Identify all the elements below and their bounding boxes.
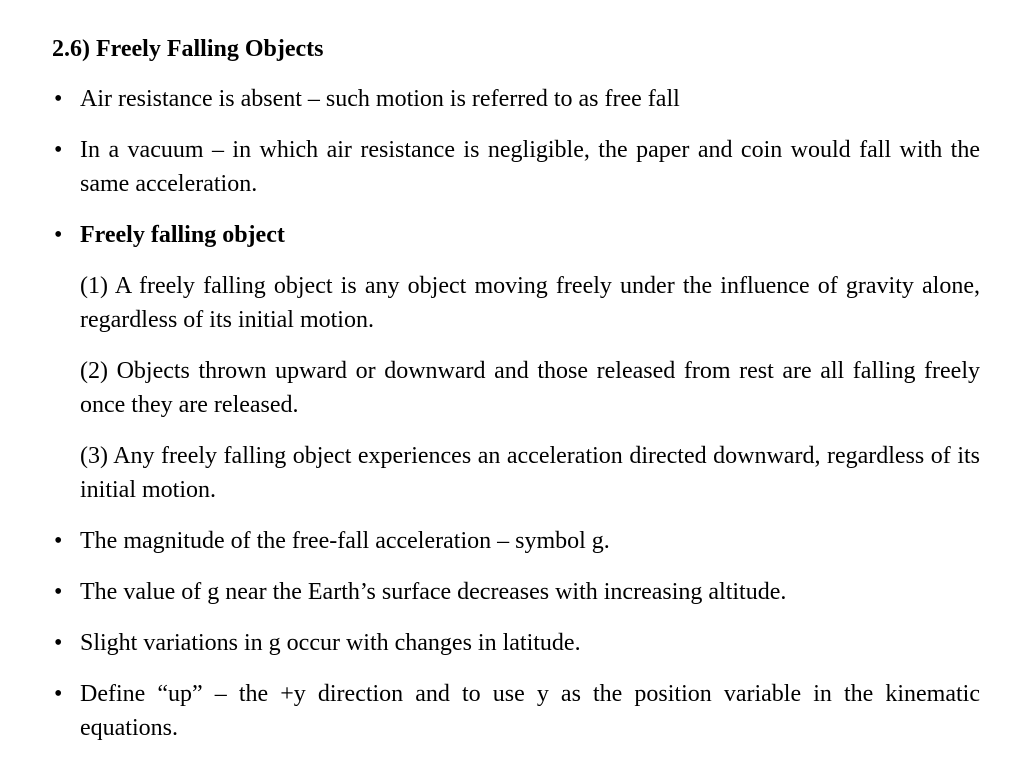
list-item-heading [52, 218, 980, 252]
list-item [52, 524, 980, 558]
sub-item: (3) Any freely falling object experiences an acceleration directed downward, regardless of its initial motion. [80, 443, 980, 503]
sub-item: (2) Objects thrown upward or downward and those released from rest are all falling freely once they are released. [80, 358, 980, 418]
bullet-icon: • [54, 222, 63, 248]
list-item [52, 575, 980, 609]
list-item-text: In a vacuum – in which air resistance is negligible, the paper and coin would fall with the same acceleration. [80, 137, 980, 197]
list-item [52, 677, 980, 745]
bullet-icon: • [54, 630, 63, 656]
bullet-icon: • [54, 681, 63, 707]
bullet-icon: • [54, 528, 63, 554]
document-page [52, 32, 980, 762]
list-item [52, 82, 980, 116]
list-item-text: The magnitude of the free-fall acceleration – symbol g. [80, 528, 610, 554]
list-item-text: Air resistance is absent – such motion is referred to as free fall [80, 86, 680, 112]
section-title: 2.6) Freely Falling Objects [52, 36, 324, 62]
bullet-icon: • [54, 579, 63, 605]
list-item [52, 133, 980, 201]
bullet-icon: • [54, 86, 63, 112]
list-item-text: Freely falling object [80, 222, 285, 248]
list-item-text: Slight variations in g occur with changes in latitude. [80, 630, 581, 656]
bullet-icon: • [54, 137, 63, 163]
sub-item: (1) A freely falling object is any object moving freely under the influence of gravity alone, regardless of its initial motion. [80, 273, 980, 333]
list-item [52, 626, 980, 660]
list-item-text: Define “up” – the +y direction and to use y as the position variable in the kinematic equations. [80, 681, 980, 741]
list-item-text: The value of g near the Earth’s surface decreases with increasing altitude. [80, 579, 787, 605]
